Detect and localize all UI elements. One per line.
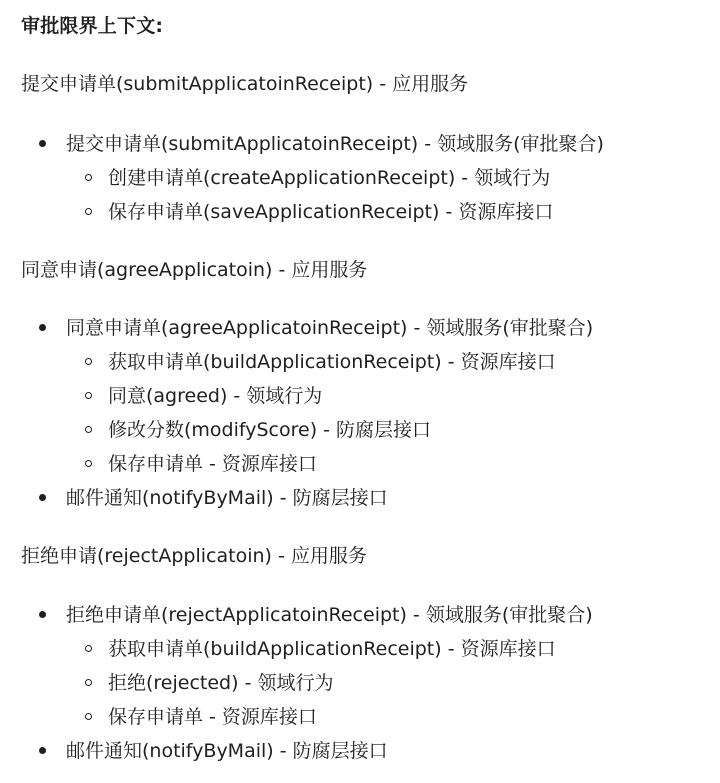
bullet-disc-icon: [39, 140, 46, 147]
sub-list-item: [83, 379, 322, 413]
list-item-label: 邮件通知(notifyByMail) - 防腐层接口: [66, 487, 388, 509]
sub-list-item-label: 获取申请单(buildApplicationReceipt) - 资源库接口: [108, 638, 556, 660]
sub-list-item-label: 拒绝(rejected) - 领域行为: [108, 672, 334, 694]
list-item: [37, 598, 593, 632]
sub-list-item-label: 保存申请单(saveApplicationReceipt) - 资源库接口: [108, 201, 554, 223]
section-service-submit: 提交申请单(submitApplicatoinReceipt) - 应用服务: [21, 73, 469, 95]
list-item-label: 邮件通知(notifyByMail) - 防腐层接口: [66, 740, 388, 762]
sub-list-item: [83, 345, 556, 379]
bullet-circle-icon: [85, 645, 92, 652]
bullet-circle-icon: [85, 679, 92, 686]
sub-list-item: [83, 447, 317, 481]
list-item-label: 提交申请单(submitApplicatoinReceipt) - 领域服务(审批聚合): [66, 133, 604, 155]
sub-list-item: [83, 666, 333, 700]
bullet-circle-icon: [85, 208, 92, 215]
sub-list-item-label: 创建申请单(createApplicationReceipt) - 领域行为: [108, 167, 551, 189]
sub-list-item-label: 修改分数(modifyScore) - 防腐层接口: [108, 419, 432, 441]
sub-list-item: [83, 161, 550, 195]
bullet-circle-icon: [85, 358, 92, 365]
bullet-circle-icon: [85, 426, 92, 433]
list-item-label: 同意申请单(agreeApplicatoinReceipt) - 领域服务(审批聚合): [66, 317, 594, 339]
bullet-disc-icon: [39, 611, 46, 618]
page-title: 审批限界上下文:: [21, 15, 164, 37]
list-item: [37, 127, 604, 161]
sub-list-item-label: 同意(agreed) - 领域行为: [108, 385, 323, 407]
sub-list-item-label: 保存申请单 - 资源库接口: [108, 706, 317, 728]
bullet-circle-icon: [85, 174, 92, 181]
sub-list-item-label: 获取申请单(buildApplicationReceipt) - 资源库接口: [108, 351, 556, 373]
sub-list-item: [83, 632, 556, 666]
bullet-circle-icon: [85, 460, 92, 467]
bullet-circle-icon: [85, 392, 92, 399]
section-service-reject: 拒绝申请(rejectApplicatoin) - 应用服务: [21, 545, 367, 567]
bullet-disc-icon: [39, 494, 46, 501]
list-item: [37, 311, 593, 345]
bullet-disc-icon: [39, 747, 46, 754]
sub-list-item: [83, 700, 317, 734]
sub-list-item: [83, 195, 553, 229]
sub-list-item-label: 保存申请单 - 资源库接口: [108, 453, 317, 475]
list-item-label: 拒绝申请单(rejectApplicatoinReceipt) - 领域服务(审批聚合): [66, 604, 593, 626]
bullet-circle-icon: [85, 713, 92, 720]
list-item: [37, 734, 388, 768]
bullet-disc-icon: [39, 324, 46, 331]
section-service-agree: 同意申请(agreeApplicatoin) - 应用服务: [21, 259, 368, 281]
sub-list-item: [83, 413, 431, 447]
list-item: [37, 481, 388, 515]
